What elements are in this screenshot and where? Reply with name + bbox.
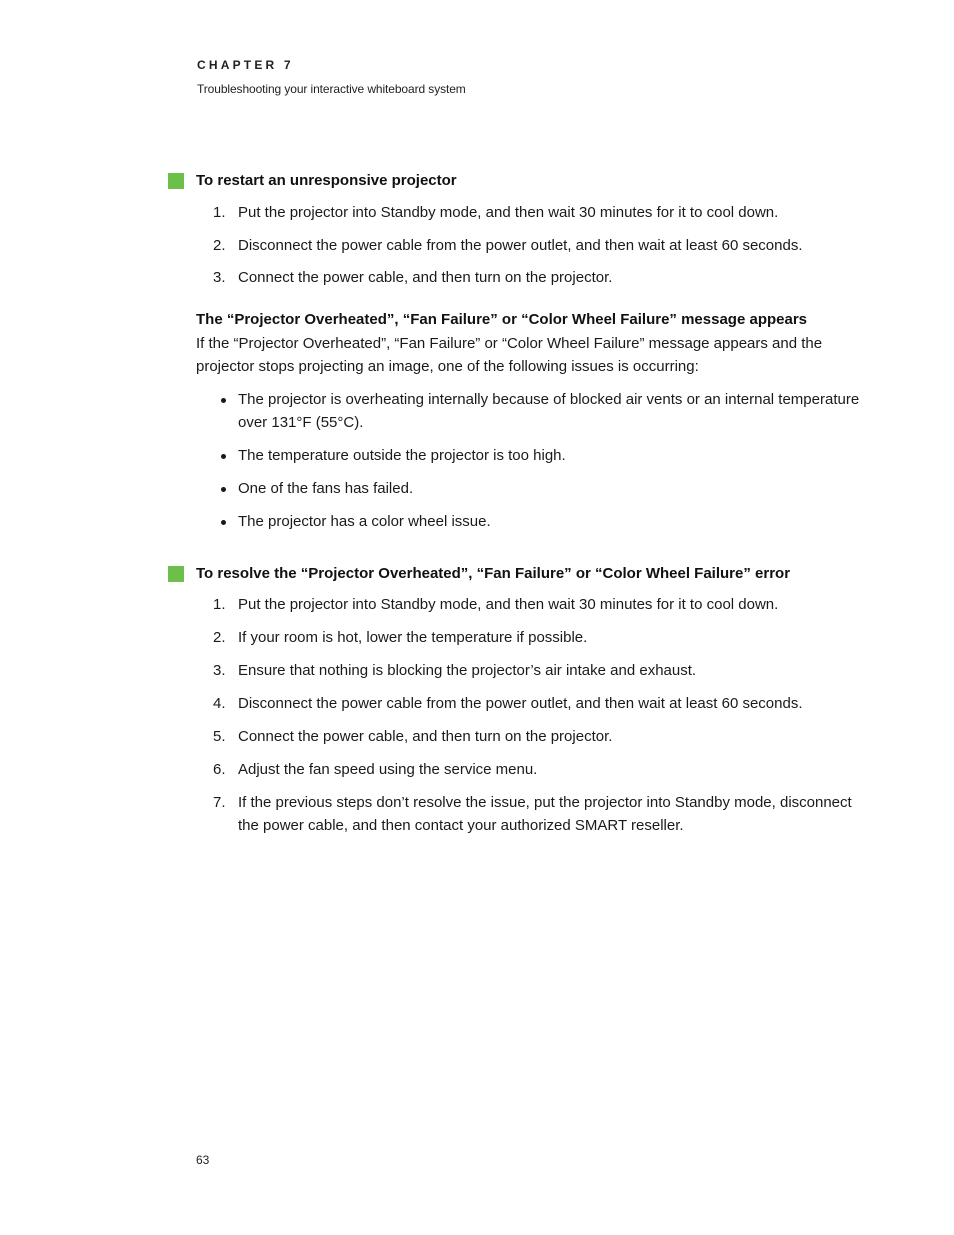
list-item [196, 626, 876, 649]
chapter-label: CHAPTER 7 [197, 58, 294, 72]
step-text: Disconnect the power cable from the power outlet, and then wait at least 60 seconds. [238, 695, 803, 712]
step-number: 4. [213, 695, 226, 712]
step-text: If the previous steps don’t resolve the issue, put the projector into Standby mode, disconnect the power cable, and then contact your authorized SMART reseller. [238, 794, 852, 834]
step-text: Put the projector into Standby mode, and then wait 30 minutes for it to cool down. [238, 596, 779, 613]
step-number: 2. [213, 629, 226, 646]
step-number: 1. [213, 204, 226, 221]
step-text: Connect the power cable, and then turn on the projector. [238, 728, 613, 745]
list-item [196, 444, 876, 467]
list-item [196, 692, 876, 715]
list-item [196, 758, 876, 781]
bullet-dot-icon [221, 454, 226, 459]
step-number: 1. [213, 596, 226, 613]
list-item [196, 388, 876, 434]
bullet-text: The projector has a color wheel issue. [238, 513, 491, 530]
list-item [196, 725, 876, 748]
procedure-heading-resolve: To resolve the “Projector Overheated”, “Fan Failure” or “Color Wheel Failure” error [196, 565, 791, 582]
issue-bullets [196, 388, 876, 533]
procedure-marker-icon [168, 173, 184, 189]
page-number: 63 [196, 1153, 210, 1167]
chapter-title: Troubleshooting your interactive whiteboard system [197, 82, 466, 96]
bullet-text: The projector is overheating internally because of blocked air vents or an internal temperature over 131°F (55°C). [238, 391, 860, 431]
bullet-dot-icon [221, 487, 226, 492]
list-item [196, 234, 876, 257]
step-text: If your room is hot, lower the temperature if possible. [238, 629, 588, 646]
bullet-text: The temperature outside the projector is too high. [238, 447, 566, 464]
step-number: 5. [213, 728, 226, 745]
list-item [196, 266, 876, 289]
step-text: Ensure that nothing is blocking the projector’s air intake and exhaust. [238, 662, 697, 679]
list-item [196, 593, 876, 616]
procedure-heading-restart: To restart an unresponsive projector [196, 172, 457, 189]
list-item [196, 659, 876, 682]
list-item [196, 201, 876, 224]
bullet-dot-icon [221, 520, 226, 525]
step-text: Adjust the fan speed using the service menu. [238, 761, 538, 778]
bullet-text: One of the fans has failed. [238, 480, 414, 497]
step-number: 6. [213, 761, 226, 778]
procedure-steps-restart [196, 201, 876, 289]
list-item [196, 791, 876, 837]
procedure-marker-icon [168, 566, 184, 582]
list-item [196, 477, 876, 500]
topic-heading: The “Projector Overheated”, “Fan Failure” or “Color Wheel Failure” message appears [196, 311, 808, 328]
step-text: Put the projector into Standby mode, and then wait 30 minutes for it to cool down. [238, 204, 779, 221]
step-number: 3. [213, 269, 226, 286]
step-number: 2. [213, 236, 226, 254]
topic-body: If the “Projector Overheated”, “Fan Failure” or “Color Wheel Failure” message appears and the projector stops projecting an image, one of the following issues is occurring: [196, 335, 823, 375]
step-text: Disconnect the power cable from the power outlet, and then wait at least 60 seconds. [238, 236, 803, 254]
bullet-dot-icon [221, 398, 226, 403]
procedure-steps-resolve [196, 593, 876, 837]
list-item [196, 510, 876, 533]
step-number: 7. [213, 794, 226, 811]
step-number: 3. [213, 662, 226, 679]
step-text: Connect the power cable, and then turn on the projector. [238, 269, 613, 286]
